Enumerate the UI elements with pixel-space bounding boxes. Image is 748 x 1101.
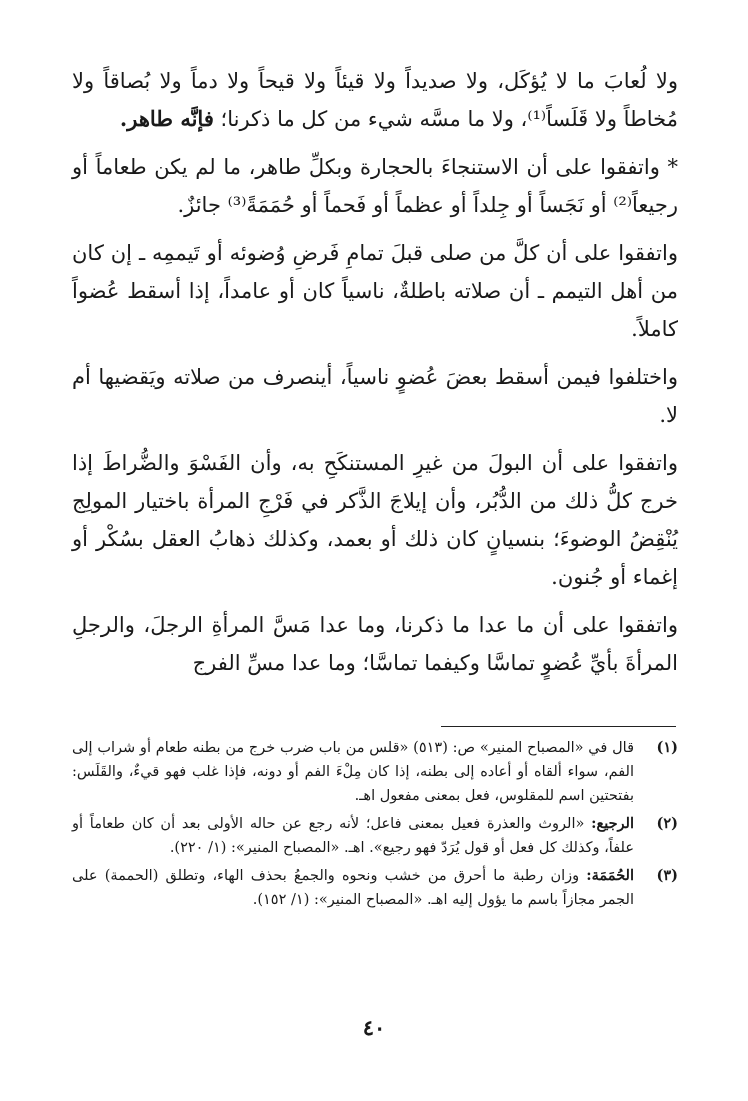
footnote-3 [72, 864, 678, 912]
paragraph-6: واتفقوا على أن ما عدا ما ذكرنا، وما عدا مَسَّ المرأةِ الرجلَ، والرجلِ المرأةَ بأيِّ عُضوٍ تماسَّا وكيفما تماسَّا؛ وما عدا مسِّ الفرج [72, 613, 678, 675]
paragraph-1-bold-tail: فإنَّه طاهر. [119, 106, 214, 131]
footnotes [72, 736, 678, 916]
footnote-1-body [72, 736, 634, 808]
footnote-3-head: الحُمَمَة: [586, 867, 634, 884]
footnote-2 [72, 812, 678, 860]
main-text [72, 62, 678, 692]
footnote-1 [72, 736, 678, 808]
footnote-2-text: «الروث والعذرة فعيل بمعنى فاعل؛ لأنه رجع عن حاله الأولى بعد أن كان طعاماً أو علفاً، وكذلك كل فعل أو قول يُرَدّ فهو رجيع». اهـ. «المصباح المنير»: (١/ ٢٢٠). [72, 816, 634, 856]
footnote-2-head: الرجيع: [591, 815, 634, 832]
footnote-3-number: (٣) [656, 867, 678, 884]
paragraph-1 [72, 62, 678, 138]
paragraph-4: واختلفوا فيمن أسقط بعضَ عُضوٍ ناسياً، أينصرف من صلاته ويَقضيها أم لا. [72, 365, 678, 427]
footnote-1-number: (١) [656, 739, 678, 756]
paragraph-5: واتفقوا على أن البولَ من غيرِ المستنكَحِ به، وأن الفَسْوَ والضُّراطَ إذا خرج كلُّ ذلك من الدُّبُر، وأن إيلاجَ الذَّكر في فَرْجِ المرأة باختيار المولِج يُنْقِضُ الوضوءَ؛ بنسيانٍ كان ذلك أو بعمد، وكذلك ذهابُ العقل بسُكْر أو إغماء أو جُنون. [72, 451, 678, 589]
footnote-1-text: قال في «المصباح المنير» ص: (٥١٣) «قلس من باب ضرب خرج من بطنه طعام أو شراب إلى الفم، سواء ألقاه أو أعاده إلى بطنه، إذا كان مِلْءَ الفم أو دونه، فإذا غلب فهو قيءٌ، والقَلَس: بفتحتين اسم للمقلوس، فعل بمعنى مفعول اهـ. [72, 740, 634, 804]
paragraph-1-text: ولا لُعابَ ما لا يُؤكَل، ولا صديداً ولا قيئاً ولا قيحاً ولا دماً ولا بُصاقاً ولا مُخاطاً ولا قَلَساً⁽¹⁾، ولا ما مسَّه شيء من كل ما ذكرنا؛ [72, 69, 678, 131]
footnote-3-body [72, 864, 634, 912]
paragraph-2: * واتفقوا على أن الاستنجاءَ بالحجارة وبكلِّ طاهر، ما لم يكن طعاماً أو رجيعاً⁽²⁾ أو نَجَساً أو جِلداً أو عظماً أو فَحماً أو حُمَمَةً⁽³⁾ جائزٌ. [72, 155, 678, 217]
paragraph-3: واتفقوا على أن كلَّ من صلى قبلَ تمامِ فَرضِ وُضوئه أو تَيممِه ـ إن كان من أهل التيمم ـ أن صلاته باطلةٌ، ناسياً كان أو عامداً، إذا أسقط عُضواً كاملاً. [72, 241, 678, 341]
footnote-2-body [72, 812, 634, 860]
footnote-3-text: وزان رطبة ما أحرق من خشب ونحوه والجمعُ بحذف الهاء، وتطلق (الحممة) على الجمر مجازاً باسم ما يؤول إليه اهـ. «المصباح المنير»: (١/ ١٥٢). [72, 868, 634, 908]
footnote-2-number: (٢) [656, 815, 678, 832]
page-number: ٤٠ [362, 1015, 386, 1040]
footnote-divider [441, 726, 676, 727]
